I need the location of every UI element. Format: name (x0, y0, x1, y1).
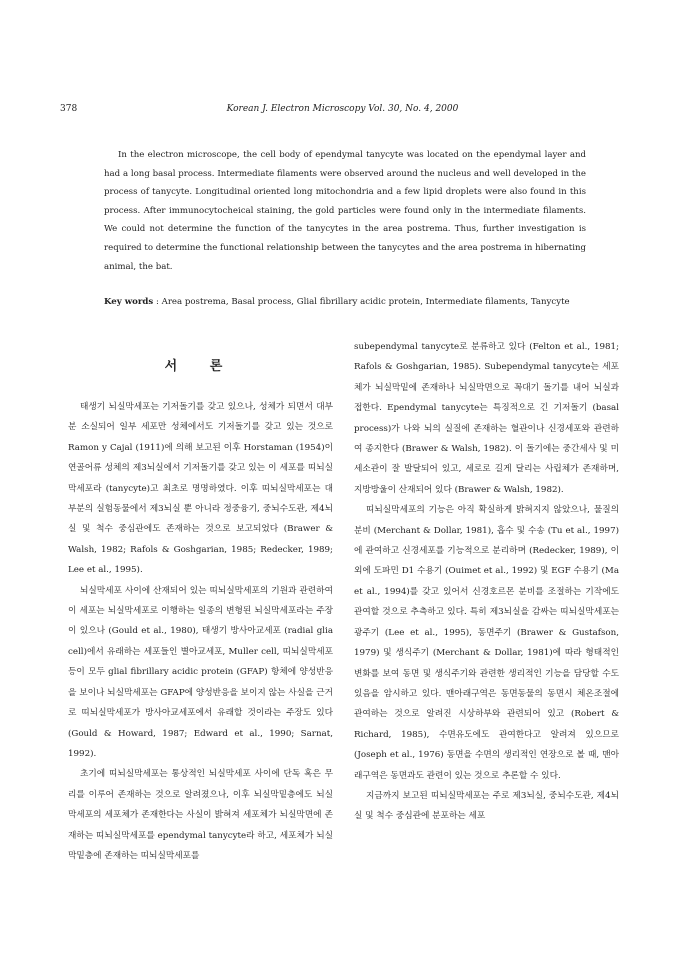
left-column (68, 337, 333, 866)
section-title-introduction: 서 론 (164, 359, 237, 374)
right-column (354, 337, 619, 827)
paragraph: 뇌실막세포 사이에 산재되어 있는 띠뇌실막세포의 기원과 관련하여 이 세포는 뇌실막세포로 이행하는 일종의 변형된 뇌실막세포라는 주장이 있으나 (Gould et al., 1980), 태생기 방사아교세포 (radial glia cell)에서 유래하는 세포들인 별아교세포, Muller cell, 띠뇌실막세포 등이 모두 glial fibrillary acidic protein (GFAP) 항체에 양성반응을 보이나 뇌실막세포는 GFAP에 양성반응을 보이지 않는 사실을 근거로 띠뇌실막세포가 방사아교세포에서 유래할 것이라는 주장도 있다 (Gould & Howard, 1987; Edward et al., 1990; Sarnat, 1992). (68, 585, 333, 759)
journal-title: Korean J. Electron Microscopy Vol. 30, No. 4, 2000 (226, 104, 459, 114)
abstract: In the electron microscope, the cell body of ependymal tanycyte was located on the ependymal layer and had a long basal process. Intermediate filaments were observed around the nucleus and well developed in the process of tanycyte. Longitudinal oriented long mitochondria and a few lipid droplets were also found in this process. After immunocytocheical staining, the gold particles were found only in the intermediate filaments. We could not determine the function of the tanycytes in the area postrema. Thus, further investigation is required to determine the functional relationship between the tanycytes and the area postrema in hibernating animal, the bat. (104, 150, 586, 272)
paragraph: subependymal tanycyte로 분류하고 있다 (Felton et al., 1981; Rafols & Goshgarian, 1985). Subependymal tanycyte는 세포체가 뇌실막밑에 존재하나 뇌실막면으로 꼭대기 돌기를 내어 뇌실과 접한다. Ependymal tanycyte는 특징적으로 긴 기저돌기 (basal process)가 나와 뇌의 실질에 존재하는 혈관이나 신경세포와 관련하여 종지한다 (Brawer & Walsh, 1982). 이 돌기에는 중간세사 및 미세소관이 잘 발달되어 있고, 세로로 길게 달리는 사립체가 존재하며, 지방방울이 산재되어 있다 (Brawer & Walsh, 1982). (354, 342, 619, 495)
paragraph: 초기에 띠뇌실막세포는 통상적인 뇌실막세포 사이에 단독 혹은 무리를 이루어 존재하는 것으로 알려졌으나, 이후 뇌실막밑층에도 뇌실막세포의 세포체가 존재한다는 사실이 밝혀져 세포체가 뇌실막면에 존재하는 띠뇌실막세포를 ependymal tanycyte라 하고, 세포체가 뇌실막밑층에 존재하는 띠뇌실막세포를 (68, 769, 333, 861)
paragraph: 띠뇌실막세포의 기능은 아직 확실하게 밝혀지지 않았으나, 물질의 분비 (Merchant & Dollar, 1981), 흡수 및 수송 (Tu et al., 1997)에 관여하고 신경세포를 기능적으로 분리하며 (Redecker, 1989), 이외에 도파민 D1 수용기 (Ouimet et al., 1992) 및 EGF 수용기 (Ma et al., 1994)를 갖고 있어서 신경호르몬 분비를 조절하는 기작에도 관여할 것으로 추측하고 있다. 특히 제3뇌실을 감싸는 띠뇌실막세포는 광주기 (Lee et al., 1995), 동면주기 (Brawer & Gustafson, 1979) 및 생식주기 (Merchant & Dollar, 1981)에 따라 형태적인 변화를 보여 동면 및 생식주기와 관련한 생리적인 기능을 담당할 수도 있음을 암시하고 있다. 맨아래구역은 동면동물의 동면시 체온조절에 관여하는 것으로 알려진 시상하부와 관련되어 있고 (Robert & Richard, 1985), 수면유도에도 관여한다고 알려져 있으므로 (Joseph et al., 1976) 동면을 수면의 생리적인 연장으로 볼 때, 맨아래구역은 동면과도 관련이 있는 것으로 추론할 수 있다. (354, 505, 619, 781)
keywords-text: : Area postrema, Basal process, Glial fibrillary acidic protein, Intermediate filaments, Tanycyte (153, 297, 570, 307)
keywords (104, 295, 586, 309)
running-header (60, 104, 625, 118)
keywords-label: Key words (104, 297, 154, 307)
paragraph: 태생기 뇌실막세포는 기저돌기를 갖고 있으나, 성체가 되면서 대부분 소실되어 일부 세포만 성체에서도 기저돌기를 갖고 있는 것으로 Ramon y Cajal (1911)에 의해 보고된 이후 Horstaman (1954)이 연골어류 성체의 제3뇌실에서 기저돌기를 갖고 있는 이 세포를 띠뇌실막세포라 (tanycyte)고 최초로 명명하였다. 이후 띠뇌실막세포는 대부분의 실험동물에서 제3뇌실 뿐 아니라 정중융기, 중뇌수도관, 제4뇌실 및 척수 중심관에도 존재하는 것으로 보고되었다 (Brawer & Walsh, 1982; Rafols & Goshgarian, 1985; Redecker, 1989; Lee et al., 1995). (68, 402, 333, 576)
paragraph: 지금까지 보고된 띠뇌실막세포는 주로 제3뇌실, 중뇌수도관, 제4뇌실 및 척수 중심관에 분포하는 세포 (354, 790, 619, 822)
page-number: 378 (60, 104, 78, 114)
